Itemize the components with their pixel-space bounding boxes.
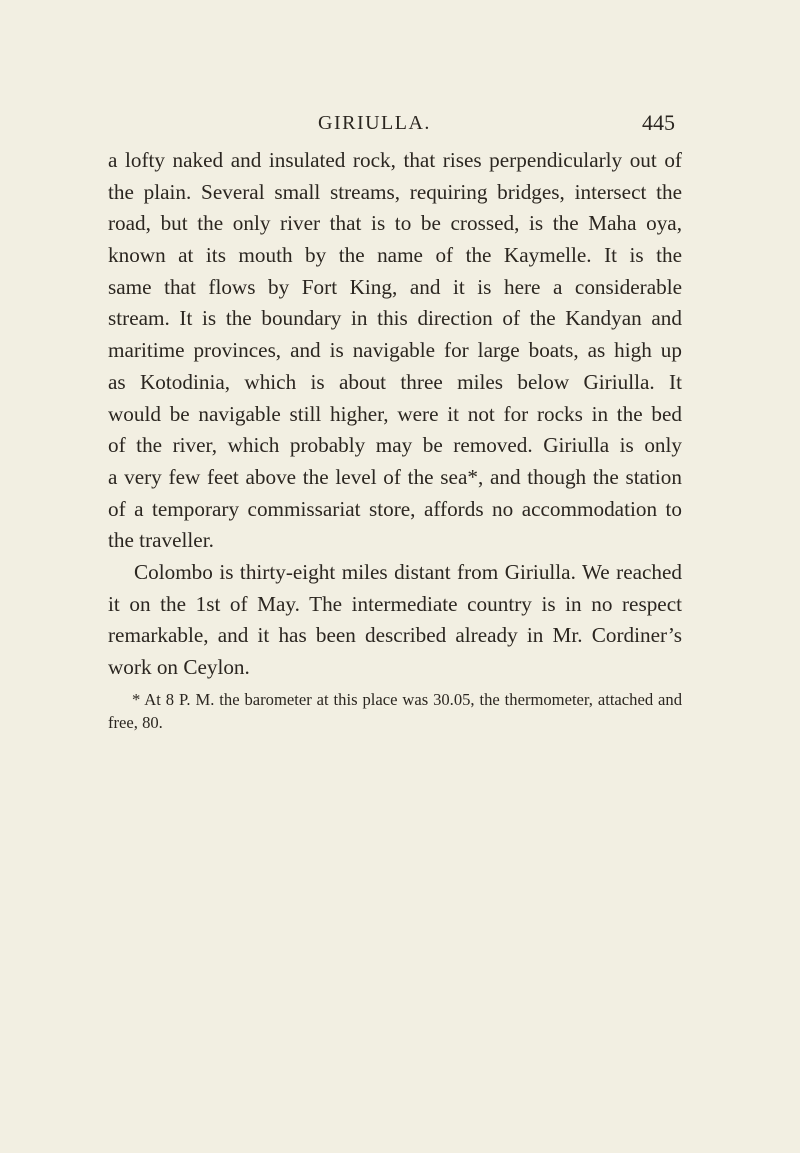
footnote-line: free, 80. [108,713,163,732]
running-head [0,108,800,138]
running-title: GIRIULLA. [318,112,431,134]
body-text [108,145,682,684]
body-line: it on the 1st of May. The intermediate country is in no respect [108,591,682,616]
body-line: remarkable, and it has been described already in Mr. Cordiner’s [108,623,682,648]
body-line: as Kotodinia, which is about three miles below Giriulla. It [108,369,682,394]
page-number: 445 [642,110,675,135]
body-line: of a temporary commissariat store, affords no accommodation to [108,496,682,521]
body-line: stream. It is the boundary in this direction of the Kandyan and [108,306,682,331]
paragraph-start-line: Colombo is thirty-eight miles distant from Giriulla. We reached [134,559,682,584]
body-line: of the river, which probably may be removed. Giriulla is only [108,433,682,458]
footnote [108,688,682,734]
paragraph-end-line: work on Ceylon. [108,655,250,679]
body-line: a very few feet above the level of the sea*, and though the station [108,464,682,489]
body-line: would be navigable still higher, were it not for rocks in the bed [108,401,682,426]
body-line: the plain. Several small streams, requiring bridges, intersect the [108,179,682,204]
footnote-line: * At 8 P. M. the barometer at this place was 30.05, the thermometer, attached and [132,690,682,709]
body-line: road, but the only river that is to be crossed, is the Maha oya, [108,211,682,236]
body-line: maritime provinces, and is navigable for large boats, as high up [108,338,682,363]
body-line: known at its mouth by the name of the Kaymelle. It is the [108,243,682,268]
body-line: same that flows by Fort King, and it is here a considerable [108,274,682,299]
body-line: a lofty naked and insulated rock, that rises perpendicularly out of [108,148,682,172]
paragraph-end-line: the traveller. [108,528,214,553]
